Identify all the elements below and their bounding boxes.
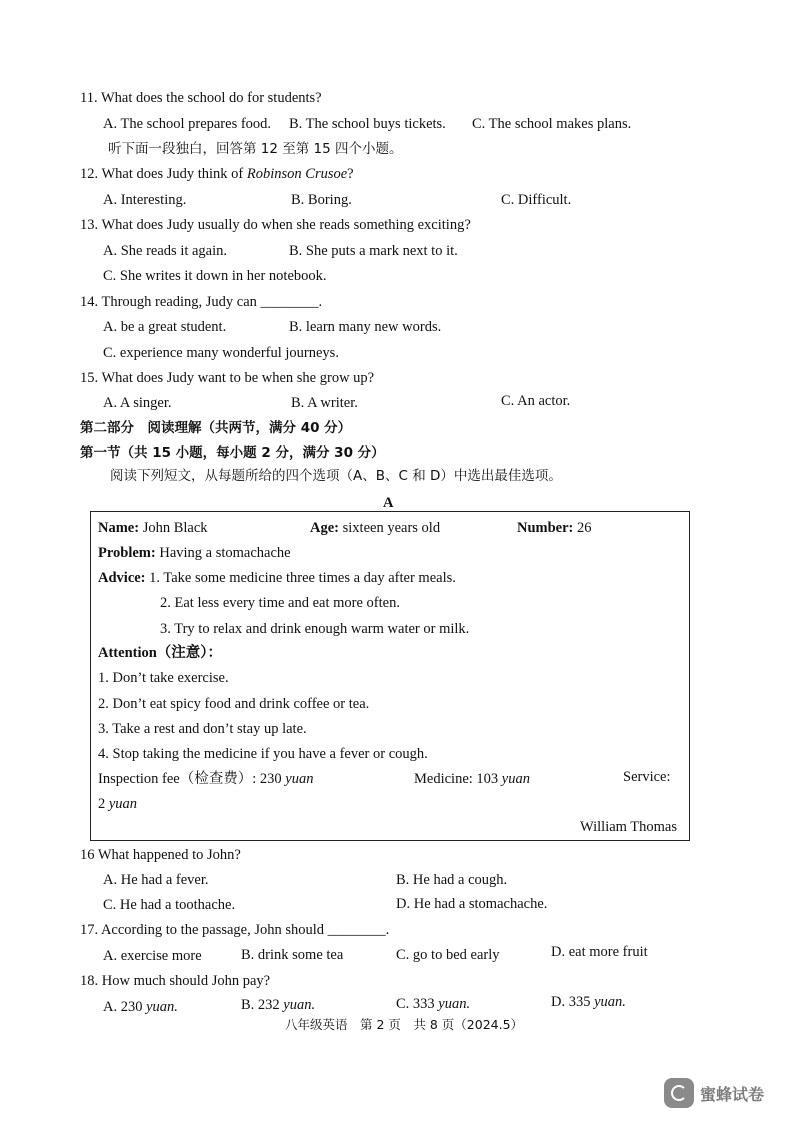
service-fee — [98, 795, 137, 813]
q18-d-unit: yuan. — [594, 994, 626, 1010]
inspection-fee-label: Inspection fee（检查费）: 230 — [98, 771, 286, 787]
q16-option-b: B. He had a cough. — [396, 872, 508, 888]
q14-option-c: C. experience many wonderful journeys. — [103, 345, 339, 361]
q12-option-c: C. Difficult. — [501, 192, 572, 208]
age-value: sixteen years old — [339, 520, 441, 536]
name-value: John Black — [139, 520, 208, 536]
part2-title: 第二部分 阅读理解（共两节，满分 40 分） — [80, 420, 352, 436]
q12-stem-end: ? — [347, 166, 354, 182]
q18-option-a — [103, 998, 178, 1016]
q18-a-unit: yuan. — [146, 999, 178, 1015]
q14-option-b: B. learn many new words. — [289, 319, 442, 335]
note-advice-1 — [98, 569, 456, 587]
attention-3: 3. Take a rest and don’t stay up late. — [98, 721, 307, 737]
q17-stem: 17. According to the passage, John should ________. — [80, 922, 390, 938]
attention-label: Attention（注意）： — [98, 645, 223, 661]
q18-a-amount: A. 230 — [103, 999, 147, 1015]
q15-option-c: C. An actor. — [501, 393, 571, 409]
q12-stem-text: 12. What does Judy think of — [80, 166, 247, 182]
page-footer: 八年级英语 第 2 页 共 8 页（2024.5） — [285, 1017, 524, 1032]
inspection-fee — [98, 770, 313, 788]
q11-option-b: B. The school buys tickets. — [289, 116, 446, 132]
q16-option-a: A. He had a fever. — [103, 872, 209, 888]
inspection-fee-unit: yuan — [285, 771, 314, 787]
medicine-fee-unit: yuan — [501, 771, 530, 787]
q18-option-d — [551, 993, 626, 1011]
q18-c-unit: yuan. — [438, 996, 471, 1012]
service-amount: 2 — [98, 796, 109, 812]
q18-option-c — [396, 995, 470, 1013]
medicine-fee — [414, 770, 530, 788]
q13-option-b: B. She puts a mark next to it. — [289, 243, 458, 259]
service-unit: yuan — [108, 796, 138, 812]
attention-4: 4. Stop taking the medicine if you have a fever or cough. — [98, 746, 428, 762]
q12-book-title: Robinson Crusoe — [246, 166, 348, 182]
q17-option-d: D. eat more fruit — [551, 944, 648, 960]
attention-1: 1. Don’t take exercise. — [98, 670, 229, 686]
passage-letter: A — [383, 495, 394, 511]
listening-instruction: 听下面一段独白，回答第 12 至第 15 四个小题。 — [108, 141, 403, 157]
q13-option-a: A. She reads it again. — [103, 243, 228, 259]
q13-stem: 13. What does Judy usually do when she reads something exciting? — [80, 217, 471, 233]
note-advice-3: 3. Try to relax and drink enough warm water or milk. — [160, 621, 470, 637]
advice-label: Advice: — [98, 570, 146, 586]
q12-stem — [80, 165, 354, 183]
q15-option-a: A. A singer. — [103, 395, 172, 411]
watermark-text: 蜜蜂试卷 — [700, 1084, 765, 1104]
section1-instruction: 阅读下列短文，从每题所给的四个选项（A、B、C 和 D）中选出最佳选项。 — [110, 468, 562, 484]
number-value: 26 — [573, 520, 592, 536]
q18-c-amount: C. 333 — [396, 996, 439, 1012]
q17-option-b: B. drink some tea — [241, 947, 344, 963]
q15-stem: 15. What does Judy want to be when she grow up? — [80, 370, 375, 386]
section1-title: 第一节（共 15 小题，每小题 2 分，满分 30 分） — [80, 445, 385, 461]
q18-d-amount: D. 335 — [551, 994, 595, 1010]
q12-option-a: A. Interesting. — [103, 192, 187, 208]
attention-2: 2. Don’t eat spicy food and drink coffee or tea. — [98, 696, 370, 712]
advice-1-text: 1. Take some medicine three times a day after meals. — [145, 570, 456, 586]
q14-stem: 14. Through reading, Judy can ________. — [80, 294, 323, 310]
q11-option-c: C. The school makes plans. — [472, 116, 632, 132]
medicine-fee-label: Medicine: 103 — [414, 771, 502, 787]
q11-option-a: A. The school prepares food. — [103, 116, 272, 132]
q15-option-b: B. A writer. — [291, 395, 358, 411]
watermark — [664, 1078, 764, 1108]
q11-stem: 11. What does the school do for students? — [80, 90, 322, 106]
age-label: Age: — [310, 520, 339, 536]
q16-stem: 16 What happened to John? — [80, 847, 241, 863]
q16-option-d: D. He had a stomachache. — [396, 896, 548, 912]
problem-value: Having a stomachache — [155, 545, 291, 561]
service-label: Service: — [623, 769, 671, 785]
note-age — [310, 519, 440, 537]
note-number — [517, 519, 592, 537]
q16-option-c: C. He had a toothache. — [103, 897, 236, 913]
note-advice-2: 2. Eat less every time and eat more often. — [160, 595, 400, 611]
q17-option-c: C. go to bed early — [396, 947, 500, 963]
q18-b-unit: yuan. — [283, 997, 316, 1013]
q18-b-amount: B. 232 — [241, 997, 284, 1013]
note-name — [98, 519, 208, 537]
doctor-signature: William Thomas — [580, 819, 678, 835]
q18-option-b — [241, 996, 315, 1014]
problem-label: Problem: — [98, 545, 156, 561]
bee-logo-icon — [664, 1078, 694, 1108]
name-label: Name: — [98, 520, 140, 536]
number-label: Number: — [517, 520, 574, 536]
q13-option-c: C. She writes it down in her notebook. — [103, 268, 327, 284]
q14-option-a: A. be a great student. — [103, 319, 227, 335]
q18-stem: 18. How much should John pay? — [80, 973, 271, 989]
note-problem — [98, 544, 291, 562]
q12-option-b: B. Boring. — [291, 192, 352, 208]
q17-option-a: A. exercise more — [103, 948, 202, 964]
